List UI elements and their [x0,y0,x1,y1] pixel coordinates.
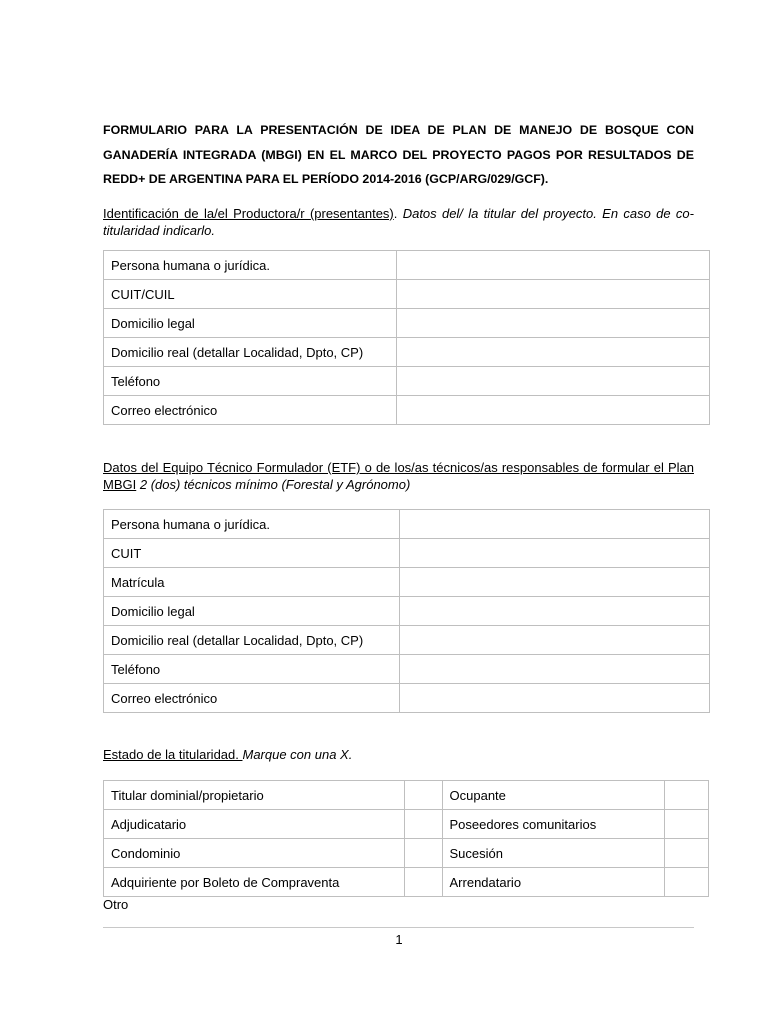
table-row [104,367,710,396]
field-label: Persona humana o jurídica. [104,510,400,539]
checkbox-cell[interactable] [404,810,442,839]
section1-heading-text: Identificación de la/el Productora/r (presentantes) [103,206,394,221]
table-row [104,539,710,568]
option-label: Adquiriente por Boleto de Compraventa [104,868,405,897]
field-value-cell[interactable] [397,367,710,396]
option-label: Titular dominial/propietario [104,781,405,810]
field-value-cell[interactable] [400,684,710,713]
field-label: CUIT/CUIL [104,280,397,309]
section3-heading [103,746,694,763]
technical-team-table [103,509,710,713]
table-row [104,309,710,338]
field-label: Domicilio real (detallar Localidad, Dpto, CP) [104,626,400,655]
table-row [104,684,710,713]
section1-heading [103,205,694,239]
section2-heading-text: Datos del Equipo Técnico Formulador (ETF) o de los/as técnicos/as responsables de formular el Plan MBGI [103,460,694,492]
option-label: Condominio [104,839,405,868]
field-label: Domicilio legal [104,597,400,626]
table-row [104,810,709,839]
table-row [104,597,710,626]
table-row [104,280,710,309]
section2-heading [103,459,694,493]
section1-note: Datos del/ la titular del proyecto. En caso de co-titularidad indicarlo. [103,206,694,238]
table-row [104,568,710,597]
field-value-cell[interactable] [397,309,710,338]
field-label: Domicilio real (detallar Localidad, Dpto, CP) [104,338,397,367]
field-value-cell[interactable] [397,251,710,280]
checkbox-cell[interactable] [665,868,709,897]
option-label: Ocupante [442,781,665,810]
option-label: Arrendatario [442,868,665,897]
form-title: FORMULARIO PARA LA PRESENTACIÓN DE IDEA DE PLAN DE MANEJO DE BOSQUE CON GANADERÍA INTEGRADA (MBGI) EN EL MARCO DEL PROYECTO PAGOS POR RESULTADOS DE REDD+ DE ARGENTINA PARA EL PERÍODO 2014-2016 (GCP/ARG/029/GCF). [103,123,694,186]
field-value-cell[interactable] [400,626,710,655]
other-option-label: Otro [103,897,129,912]
field-label: Teléfono [104,367,397,396]
table-row [104,338,710,367]
ownership-status-table [103,780,709,897]
table-row [104,839,709,868]
field-label: Persona humana o jurídica. [104,251,397,280]
field-value-cell[interactable] [397,338,710,367]
field-value-cell[interactable] [400,539,710,568]
table-row [104,781,709,810]
page-number: 1 [395,932,403,947]
table-row [104,868,709,897]
section1-heading-punct: . [393,206,398,221]
section2-note: 2 (dos) técnicos mínimo (Forestal y Agrónomo) [136,477,411,492]
field-value-cell[interactable] [397,280,710,309]
table-row [104,510,710,539]
option-label: Sucesión [442,839,665,868]
section3-note: Marque con una X. [242,747,353,762]
field-value-cell[interactable] [400,568,710,597]
field-label: Correo electrónico [104,684,400,713]
footer-divider [103,927,694,928]
checkbox-cell[interactable] [404,868,442,897]
checkbox-cell[interactable] [665,839,709,868]
field-value-cell[interactable] [400,597,710,626]
field-label: Domicilio legal [104,309,397,338]
checkbox-cell[interactable] [665,781,709,810]
checkbox-cell[interactable] [404,781,442,810]
option-label: Poseedores comunitarios [442,810,665,839]
field-label: Correo electrónico [104,396,397,425]
section3-heading-text: Estado de la titularidad. [103,747,243,762]
checkbox-cell[interactable] [404,839,442,868]
checkbox-cell[interactable] [665,810,709,839]
table-row [104,626,710,655]
field-label: CUIT [104,539,400,568]
field-value-cell[interactable] [397,396,710,425]
table-row [104,251,710,280]
field-label: Matrícula [104,568,400,597]
table-row [104,655,710,684]
field-label: Teléfono [104,655,400,684]
field-value-cell[interactable] [400,655,710,684]
option-label: Adjudicatario [104,810,405,839]
field-value-cell[interactable] [400,510,710,539]
table-row [104,396,710,425]
producer-table [103,250,710,425]
